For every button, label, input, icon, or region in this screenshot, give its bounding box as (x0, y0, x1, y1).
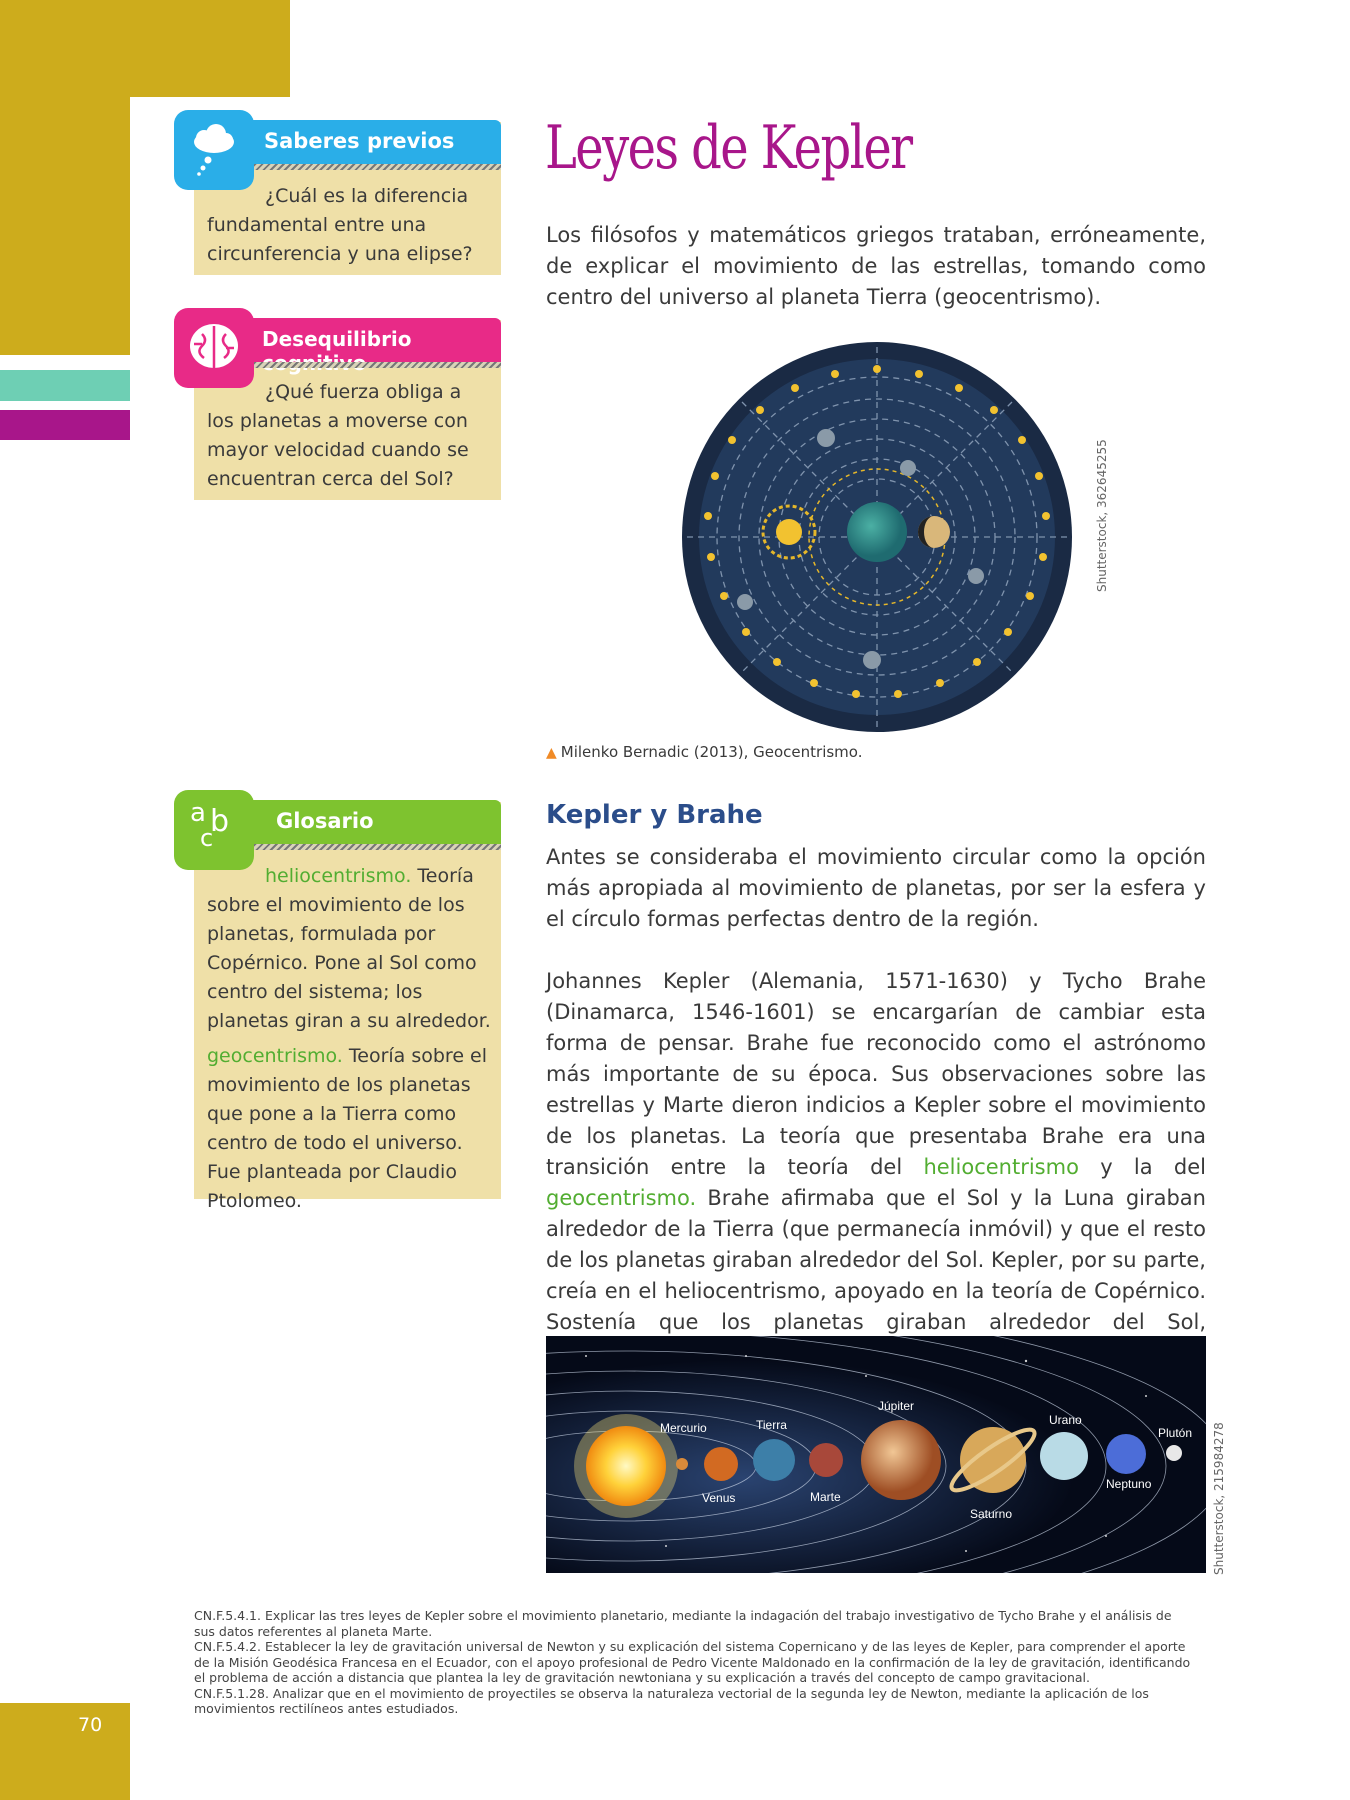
glossary-entry (207, 1042, 491, 1216)
brain-icon (174, 308, 254, 388)
box-text: ¿Qué fuerza obliga a los planetas a moverse con mayor velocidad cuando se encuentran cerca del Sol? (207, 381, 469, 490)
planet-venus (704, 1447, 738, 1481)
term-geocentrismo: geocentrismo. (546, 1186, 697, 1210)
box-title: Glosario (276, 809, 374, 833)
curriculum-footnotes (194, 1608, 1194, 1717)
planet-label: Tierra (756, 1418, 787, 1432)
geocentrism-illustration (672, 342, 1082, 732)
planet-neptuno (1106, 1434, 1146, 1474)
planet-label: Neptuno (1106, 1477, 1152, 1491)
desequilibrio-cognitivo-box (194, 320, 501, 500)
intro-paragraph: Los filósofos y matemáticos griegos trataban, erróneamente, de explicar el movimiento de las estrellas, tomando como centro del universo al planeta Tierra (geocentrismo). (546, 223, 1206, 309)
planet-label: Marte (810, 1490, 841, 1504)
planet-urano (1040, 1432, 1088, 1480)
box-text: ¿Cuál es la diferencia fundamental entre una circunferencia y una elipse? (207, 185, 473, 265)
glossary-abc-icon: a b c (174, 790, 254, 870)
page-number: 70 (78, 1714, 103, 1736)
planet-mercurio (676, 1458, 688, 1470)
planet-label: Urano (1049, 1413, 1082, 1427)
planet-label: Venus (702, 1491, 736, 1505)
box-title: Desequilibrio (262, 327, 412, 351)
section-heading: Kepler y Brahe (546, 800, 763, 830)
footnote: CN.F.5.4.1. Explicar las tres leyes de Kepler sobre el movimiento planetario, mediante la indagación del trabajo investigativo de Tycho Brahe y el análisis de sus datos referentes al planeta Marte. (194, 1608, 1172, 1639)
thought-cloud-icon (174, 110, 254, 190)
footnote: CN.F.5.4.2. Establecer la ley de gravitación universal de Newton y su explicación del sistema Copernicano y de las leyes de Kepler, para comprender el aporte de la Misión Geodésica Francesa en el Ecuador, con el apoyo profesional de Pedro Vicente Maldonado en la confirmación de la ley de gravitación, identificando el problema de acción a distancia que plantea la ley de gravitación newtoniana y su explicación a través del concepto de campo gravitacional. (194, 1639, 1191, 1685)
planet-pluton (1166, 1445, 1182, 1461)
image-credit: Shutterstock, 362645255 (1095, 439, 1109, 592)
planet-jupiter (861, 1420, 941, 1500)
decorative-bar-bottom (0, 1703, 130, 1800)
glossary-definition: Teoría sobre el movimiento de los planetas que pone a la Tierra como centro de todo el universo. Fue planteada por Claudio Ptolomeo. (207, 1045, 488, 1212)
decorative-stripe-teal (0, 370, 130, 401)
glossary-definition: Teoría sobre el movimiento de los planetas, formulada por Copérnico. Pone al Sol como centro del sistema; los planetas giran a su alrededor. (207, 865, 491, 1032)
term-heliocentrismo: heliocentrismo (923, 1155, 1079, 1179)
paragraph: Johannes Kepler (Alemania, 1571-1630) y Tycho Brahe (Dinamarca, 1546-1601) se encargarían de cambiar esta forma de pensar. Brahe fue reconocido como el astrónomo más importante de su época. Sus observaciones sobre las estrellas y Marte dieron indicios a Kepler sobre el movimiento de los planetas. La teoría que presentaba Brahe era una transición entre la teoría del heliocentrismo y la del geocentrismo. Brahe afirmaba que el Sol y la Luna giraban alrededor de la Tierra (que permanecía inmóvil) y que el resto de los planetas giraban alrededor del Sol. Kepler, por su parte, creía en el heliocentrismo, apoyado en la teoría de Copérnico. Sostenía que los planetas giraban alrededor del Sol, (546, 969, 1206, 1334)
image-caption: ▲ Milenko Bernadic (2013), Geocentrismo. (546, 743, 863, 761)
saberes-previos-box (194, 122, 501, 275)
decorative-bar-top (0, 0, 290, 97)
planet-tierra (753, 1439, 795, 1481)
moon-icon (918, 516, 950, 548)
decorative-stripe-magenta (0, 410, 130, 440)
planet-label: Saturno (970, 1507, 1013, 1521)
glosario-box (190, 798, 501, 1212)
paragraph: Antes se consideraba el movimiento circular como la opción más apropiada al movimiento de planetas, por ser la esfera y el círculo formas perfectas dentro de la región. (546, 845, 1206, 931)
planet-marte (809, 1443, 843, 1477)
decorative-bar-left (0, 97, 130, 355)
glossary-term: heliocentrismo. (265, 865, 412, 887)
box-title: Saberes previos (264, 129, 455, 153)
sun-icon (586, 1426, 666, 1506)
planet-label: Mercurio (660, 1421, 707, 1435)
glossary-term: geocentrismo. (207, 1045, 343, 1067)
image-credit: Shutterstock, 215984278 (1212, 1422, 1226, 1575)
earth-icon (847, 502, 907, 562)
footnote: CN.F.5.1.28. Analizar que en el movimiento de proyectiles se observa la naturaleza vectorial de la segunda ley de Newton, mediante la aplicación de los movimientos rectilíneos antes estudiados. (194, 1685, 1149, 1716)
planet-label: Plutón (1158, 1426, 1193, 1440)
solar-system-illustration (546, 1336, 1206, 1573)
triangle-icon: ▲ (546, 745, 557, 761)
page-title: Leyes de Kepler (545, 113, 912, 183)
glossary-entry (207, 862, 491, 1036)
planet-label: Júpiter (878, 1399, 915, 1413)
